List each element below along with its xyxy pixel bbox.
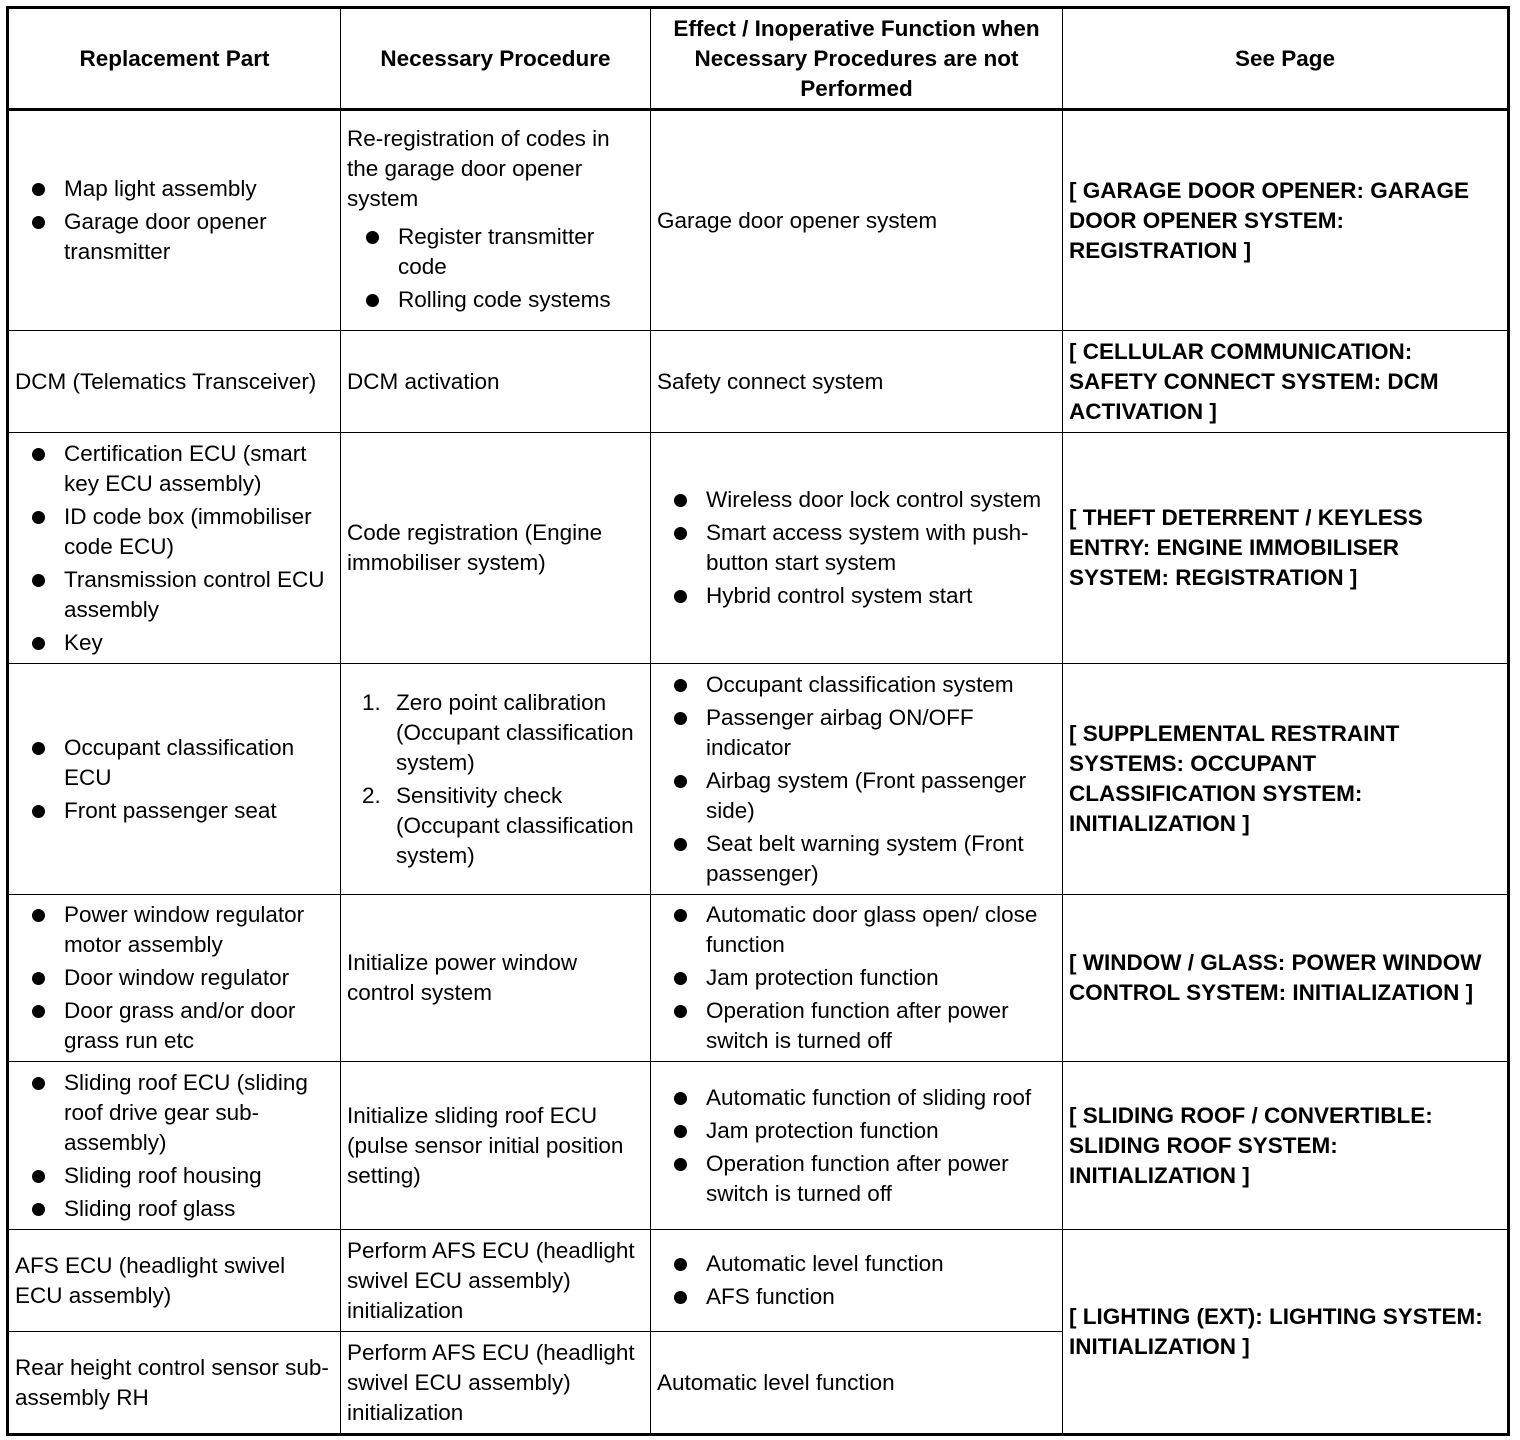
step-text: Zero point calibration (Occupant classification system): [396, 689, 634, 775]
procedure-step: [347, 688, 644, 778]
part-list: [15, 733, 334, 826]
part-item: Front passenger seat: [15, 796, 334, 826]
part-list: [15, 439, 334, 658]
table-row: [8, 1230, 1509, 1332]
effect-list: [657, 900, 1056, 1056]
header-see-page: See Page: [1063, 8, 1509, 110]
effect-list: [657, 1249, 1056, 1312]
part-item: ID code box (immobiliser code ECU): [15, 502, 334, 562]
procedure-steps: [347, 688, 644, 871]
see-page-cell: [ GARAGE DOOR OPENER: GARAGE DOOR OPENER SYSTEM: REGISTRATION ]: [1063, 110, 1509, 331]
effect-item: Jam protection function: [657, 963, 1056, 993]
part-item: Power window regulator motor assembly: [15, 900, 334, 960]
effect-item: Seat belt warning system (Front passenger): [657, 829, 1056, 889]
part-list: [15, 900, 334, 1056]
effect-item: Automatic function of sliding roof: [657, 1083, 1056, 1113]
effect-cell: Safety connect system: [651, 331, 1063, 433]
effect-item: AFS function: [657, 1282, 1056, 1312]
effect-cell: Garage door opener system: [651, 110, 1063, 331]
header-necessary-procedure: Necessary Procedure: [341, 8, 651, 110]
part-list: [15, 1068, 334, 1224]
procedure-cell: [341, 110, 651, 331]
part-cell: [8, 110, 341, 331]
effect-item: Passenger airbag ON/OFF indicator: [657, 703, 1056, 763]
header-row: [8, 8, 1509, 110]
effect-item: Airbag system (Front passenger side): [657, 766, 1056, 826]
part-cell: [8, 1062, 341, 1230]
effect-item: Occupant classification system: [657, 670, 1056, 700]
effect-cell: [651, 1230, 1063, 1332]
table-row: [8, 331, 1509, 433]
see-page-cell: [ LIGHTING (EXT): LIGHTING SYSTEM: INITIALIZATION ]: [1063, 1230, 1509, 1435]
effect-list: [657, 1083, 1056, 1209]
step-number: 2.: [362, 782, 381, 808]
part-item: Occupant classification ECU: [15, 733, 334, 793]
part-cell: [8, 433, 341, 664]
effect-item: Hybrid control system start: [657, 581, 1056, 611]
part-cell: DCM (Telematics Transceiver): [8, 331, 341, 433]
effect-item: Automatic door glass open/ close function: [657, 900, 1056, 960]
procedure-cell: Perform AFS ECU (headlight swivel ECU assembly) initialization: [341, 1230, 651, 1332]
procedure-cell: Initialize power window control system: [341, 895, 651, 1062]
part-item: Sliding roof housing: [15, 1161, 334, 1191]
part-cell: AFS ECU (headlight swivel ECU assembly): [8, 1230, 341, 1332]
effect-item: Operation function after power switch is turned off: [657, 1149, 1056, 1209]
step-text: Sensitivity check (Occupant classification system): [396, 782, 634, 868]
part-item: Garage door opener transmitter: [15, 207, 334, 267]
see-page-cell: [ SUPPLEMENTAL RESTRAINT SYSTEMS: OCCUPANT CLASSIFICATION SYSTEM: INITIALIZATION ]: [1063, 664, 1509, 895]
effect-cell: [651, 895, 1063, 1062]
part-item: Door grass and/or door grass run etc: [15, 996, 334, 1056]
see-page-cell: [ THEFT DETERRENT / KEYLESS ENTRY: ENGINE IMMOBILISER SYSTEM: REGISTRATION ]: [1063, 433, 1509, 664]
effect-list: [657, 670, 1056, 889]
see-page-cell: [ CELLULAR COMMUNICATION: SAFETY CONNECT SYSTEM: DCM ACTIVATION ]: [1063, 331, 1509, 433]
part-item: Certification ECU (smart key ECU assembly): [15, 439, 334, 499]
part-cell: Rear height control sensor sub-assembly RH: [8, 1332, 341, 1435]
effect-cell: [651, 664, 1063, 895]
table-row: [8, 433, 1509, 664]
effect-cell: [651, 433, 1063, 664]
effect-item: Wireless door lock control system: [657, 485, 1056, 515]
header-effect: Effect / Inoperative Function when Necessary Procedures are not Performed: [651, 8, 1063, 110]
effect-cell: Automatic level function: [651, 1332, 1063, 1435]
effect-item: Operation function after power switch is turned off: [657, 996, 1056, 1056]
procedure-text: Re-registration of codes in the garage door opener system: [347, 125, 610, 211]
procedure-sub-list: [347, 222, 644, 315]
effect-item: Automatic level function: [657, 1249, 1056, 1279]
procedure-cell: Code registration (Engine immobiliser system): [341, 433, 651, 664]
see-page-cell: [ SLIDING ROOF / CONVERTIBLE: SLIDING ROOF SYSTEM: INITIALIZATION ]: [1063, 1062, 1509, 1230]
procedure-cell: Perform AFS ECU (headlight swivel ECU assembly) initialization: [341, 1332, 651, 1435]
part-item: Transmission control ECU assembly: [15, 565, 334, 625]
effect-item: Jam protection function: [657, 1116, 1056, 1146]
procedure-step: [347, 781, 644, 871]
effect-list: [657, 485, 1056, 611]
part-item: Sliding roof ECU (sliding roof drive gear sub-assembly): [15, 1068, 334, 1158]
part-cell: [8, 895, 341, 1062]
header-replacement-part: Replacement Part: [8, 8, 341, 110]
replacement-procedures-table: [6, 6, 1510, 1436]
see-page-cell: [ WINDOW / GLASS: POWER WINDOW CONTROL SYSTEM: INITIALIZATION ]: [1063, 895, 1509, 1062]
table-header: [8, 8, 1509, 110]
part-list: [15, 174, 334, 267]
part-item: Sliding roof glass: [15, 1194, 334, 1224]
table-row: [8, 1062, 1509, 1230]
table-row: [8, 110, 1509, 331]
effect-cell: [651, 1062, 1063, 1230]
procedure-cell: Initialize sliding roof ECU (pulse sensor initial position setting): [341, 1062, 651, 1230]
part-cell: [8, 664, 341, 895]
procedure-sub-item: Rolling code systems: [347, 285, 644, 315]
table-row: [8, 895, 1509, 1062]
part-item: Map light assembly: [15, 174, 334, 204]
procedure-sub-item: Register transmitter code: [347, 222, 644, 282]
part-item: Door window regulator: [15, 963, 334, 993]
procedure-cell: [341, 664, 651, 895]
procedure-cell: DCM activation: [341, 331, 651, 433]
table-row: [8, 664, 1509, 895]
part-item: Key: [15, 628, 334, 658]
effect-item: Smart access system with push-button start system: [657, 518, 1056, 578]
step-number: 1.: [362, 689, 381, 715]
table-body: [8, 110, 1509, 1435]
